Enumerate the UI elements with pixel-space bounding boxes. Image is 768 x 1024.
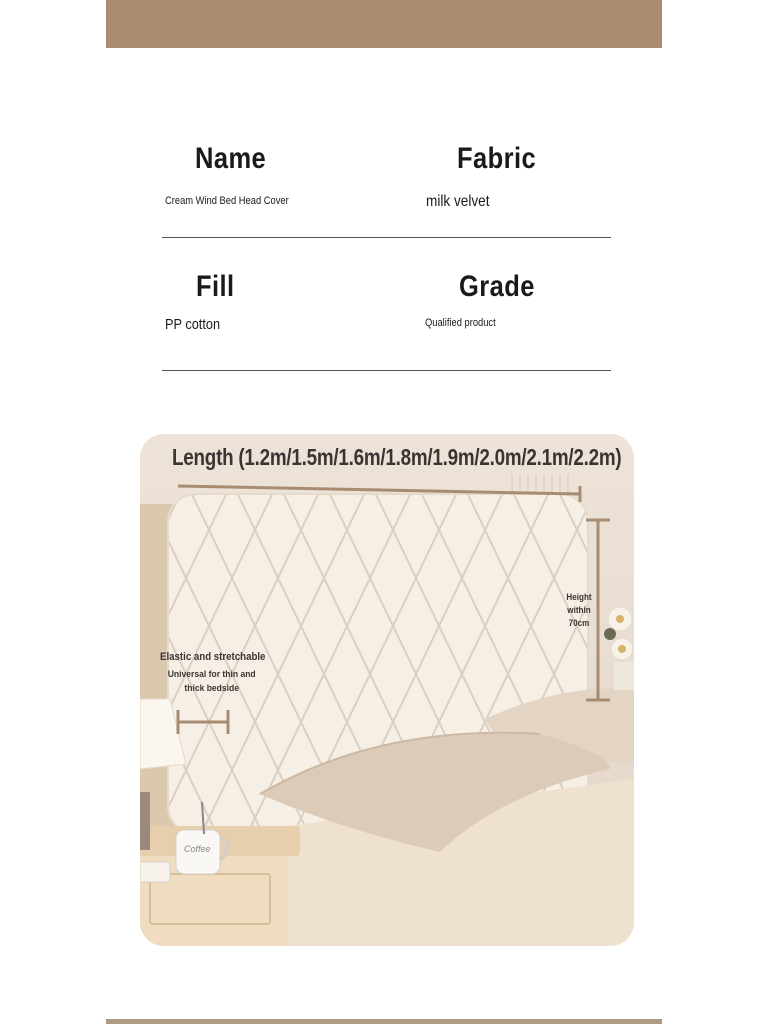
universal-label: Universal for thin and thick bedside	[167, 669, 256, 694]
spec-grade	[459, 270, 679, 304]
spec-divider	[162, 237, 611, 238]
spec-divider	[162, 370, 611, 371]
length-label: Length (1.2m/1.5m/1.6m/1.8m/1.9m/2.0m/2.1m/2.2m)	[172, 444, 622, 470]
spec-title: Fabric	[457, 142, 537, 175]
spec-name	[195, 142, 415, 176]
top-color-band	[106, 0, 662, 48]
spec-title: Name	[195, 142, 267, 175]
elastic-label: Elastic and stretchable	[160, 651, 266, 663]
spec-title: Grade	[459, 270, 535, 303]
bottom-color-band	[106, 1019, 662, 1024]
spec-name-value: Cream Wind Bed Head Cover	[165, 195, 289, 207]
height-label: Height within 70cm	[566, 592, 592, 628]
spec-fabric	[457, 142, 677, 176]
spec-title: Fill	[196, 270, 235, 303]
spec-fill	[196, 270, 416, 304]
spec-grade-value: Qualified product	[425, 317, 496, 329]
mug-text: Coffee	[184, 844, 211, 854]
spec-fill-value: PP cotton	[165, 316, 221, 333]
spec-fabric-value: milk velvet	[426, 193, 490, 210]
product-photo	[140, 434, 634, 946]
